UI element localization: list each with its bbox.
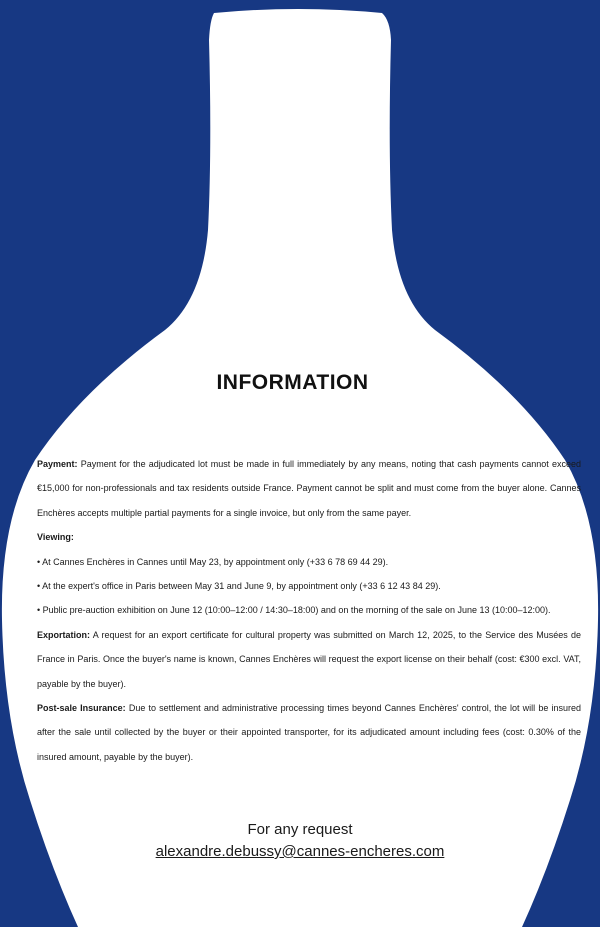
insurance-paragraph [37,696,581,769]
contact-block [0,819,600,863]
viewing-item-paris: • At the expert's office in Paris between May 31 and June 9, by appointment only (+33 6 12 43 84 29). [37,581,441,592]
viewing-heading [37,525,581,549]
exportation-paragraph [37,623,581,696]
viewing-item-exhibition: • Public pre-auction exhibition on June 12 (10:00–12:00 / 14:30–18:00) and on the morning of the sale on June 13 (10:00–12:00). [37,605,551,616]
information-body [37,452,581,769]
page-title: INFORMATION [216,371,369,394]
payment-label: Payment: [37,459,78,469]
viewing-label: Viewing: [37,532,74,543]
payment-text: Payment for the adjudicated lot must be made in full immediately by any means, noting that cash payments cannot exceed €15,000 for non-professionals and tax residents outside France. Payment cannot be split and must come from the buyer alone. Cannes Enchères accepts multiple partial payments for a single invoice, but only from the same payer. [37,459,581,518]
payment-paragraph [37,452,581,525]
exportation-label: Exportation: [37,629,90,640]
insurance-label: Post-sale Insurance: [37,703,126,714]
insurance-text: Due to settlement and administrative processing times beyond Cannes Enchères' control, the lot will be insured after the sale until collected by the buyer or their appointed transporter, for its adjudicated amount including fees (cost: 0.30% of the insured amount, payable by the buyer). [37,703,581,762]
exportation-text: A request for an export certificate for cultural property was submitted on March 12, 2025, to the Service des Musées de France in Paris. Once the buyer's name is known, Cannes Enchères will request the export license on their behalf (cost: €300 excl. VAT, payable by the buyer). [37,629,581,689]
viewing-item-cannes: • At Cannes Enchères in Cannes until May 23, by appointment only (+33 6 78 69 44 29). [37,556,389,567]
contact-heading: For any request [247,821,353,838]
contact-email-link[interactable]: alexandre.debussy@cannes-encheres.com [155,843,445,860]
